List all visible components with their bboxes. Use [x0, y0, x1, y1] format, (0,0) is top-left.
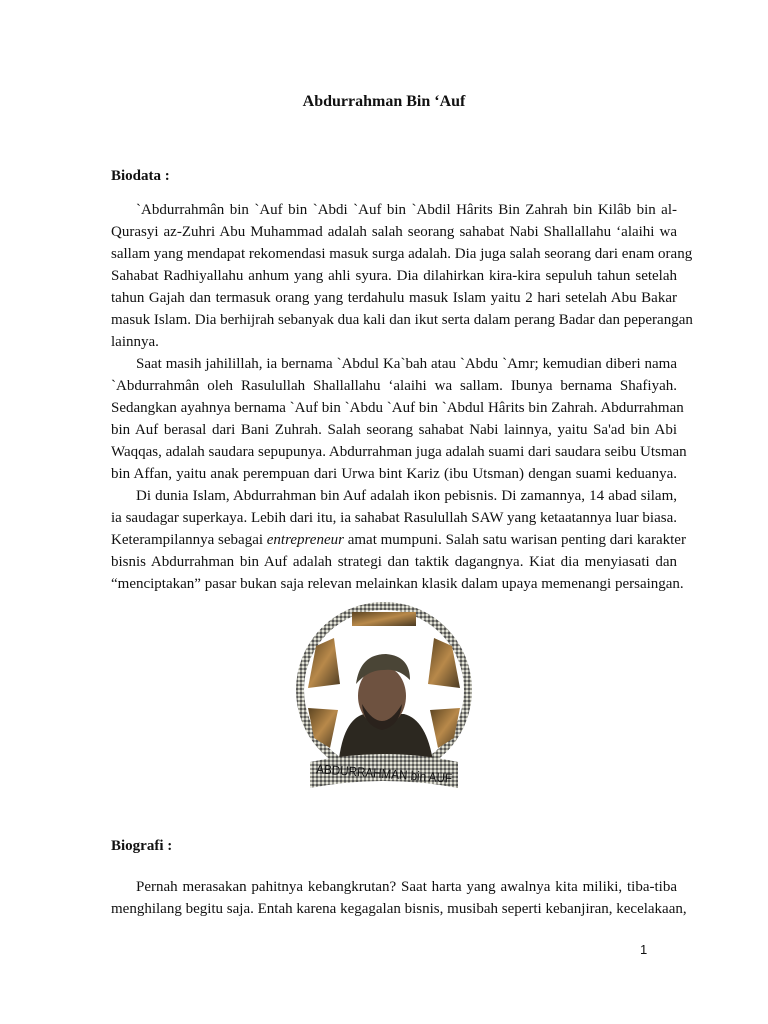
- biografi-body: [111, 876, 687, 920]
- text-line: menghilang begitu saja. Entah karena kegagalan bisnis, musibah seperti kebanjiran, kecelakaan,: [111, 901, 687, 917]
- text-line: tahun Gajah dan termasuk orang yang terdahulu masuk Islam yaitu 2 hari setelah Abu Bakar: [111, 290, 677, 306]
- text-line: Waqqas, adalah saudara sepupunya. Abdurrahman juga adalah suami dari saudara seibu Utsman: [111, 444, 687, 460]
- biodata-heading: Biodata :: [111, 168, 170, 184]
- text-line: bin Auf berasal dari Bani Zuhrah. Salah seorang sahabat Nabi lainnya, yaitu Sa'ad bin Abi: [111, 422, 677, 438]
- text-line: Keterampilannya sebagai entrepreneur amat mumpuni. Salah satu warisan penting dari karakter: [111, 532, 686, 548]
- text-line: `Abdurrahmân bin `Auf bin `Abdi `Auf bin `Abdil Hârits Bin Zahrah bin Kilâb bin al-: [136, 202, 677, 218]
- text-line: bin Affan, yaitu anak perempuan dari Urwa bint Kariz (ibu Utsman) dengan suami keduanya.: [111, 466, 677, 482]
- portrait-image: [294, 598, 474, 794]
- text-line: Pernah merasakan pahitnya kebangkrutan? Saat harta yang awalnya kita miliki, tiba-tiba: [136, 879, 677, 895]
- text-line: lainnya.: [111, 334, 159, 350]
- text-line: `Abdurrahmân oleh Rasulullah Shallallahu ‘alaihi wa sallam. Ibunya bernama Shafiyah.: [111, 378, 677, 394]
- text-line: Sahabat Radhiyallahu anhum yang ahli syura. Dia dilahirkan kira-kira sepuluh tahun setelah: [111, 268, 677, 284]
- text-line: Saat masih jahilillah, ia bernama `Abdul Ka`bah atau `Abdu `Amr; kemudian diberi nama: [136, 356, 677, 372]
- document-title: Abdurrahman Bin ‘Auf: [302, 93, 466, 110]
- text-line: “menciptakan” pasar bukan saja relevan melainkan klasik dalam upaya memenangi persaingan.: [111, 576, 684, 592]
- text-line: ia saudagar superkaya. Lebih dari itu, ia sahabat Rasulullah SAW yang ketaatannya luar biasa.: [111, 510, 677, 526]
- text-line: masuk Islam. Dia berhijrah sebanyak dua kali dan ikut serta dalam perang Badar dan peperangan: [111, 312, 693, 328]
- page-number: 1: [640, 942, 648, 957]
- text-line: Qurasyi az-Zuhri Abu Muhammad adalah salah seorang sahabat Nabi Shallallahu ‘alaihi wa: [111, 224, 677, 240]
- biografi-heading: Biografi :: [111, 838, 173, 854]
- biodata-body: [111, 199, 693, 595]
- text-line: Di dunia Islam, Abdurrahman bin Auf adalah ikon pebisnis. Di zamannya, 14 abad silam,: [136, 488, 677, 504]
- text-line: Sedangkan ayahnya bernama `Auf bin `Abdu `Auf bin `Abdul Hârits bin Zahrah. Abdurrahman: [111, 400, 684, 416]
- portrait-caption: ABDURRAHMAN bin AUF: [315, 761, 469, 787]
- text-line: bisnis Abdurrahman bin Auf adalah strategi dan taktik dagangnya. Kiat dia menyiasati dan: [111, 554, 677, 570]
- text-line: sallam yang mendapat rekomendasi masuk surga adalah. Dia juga salah seorang dari enam orang: [111, 246, 693, 262]
